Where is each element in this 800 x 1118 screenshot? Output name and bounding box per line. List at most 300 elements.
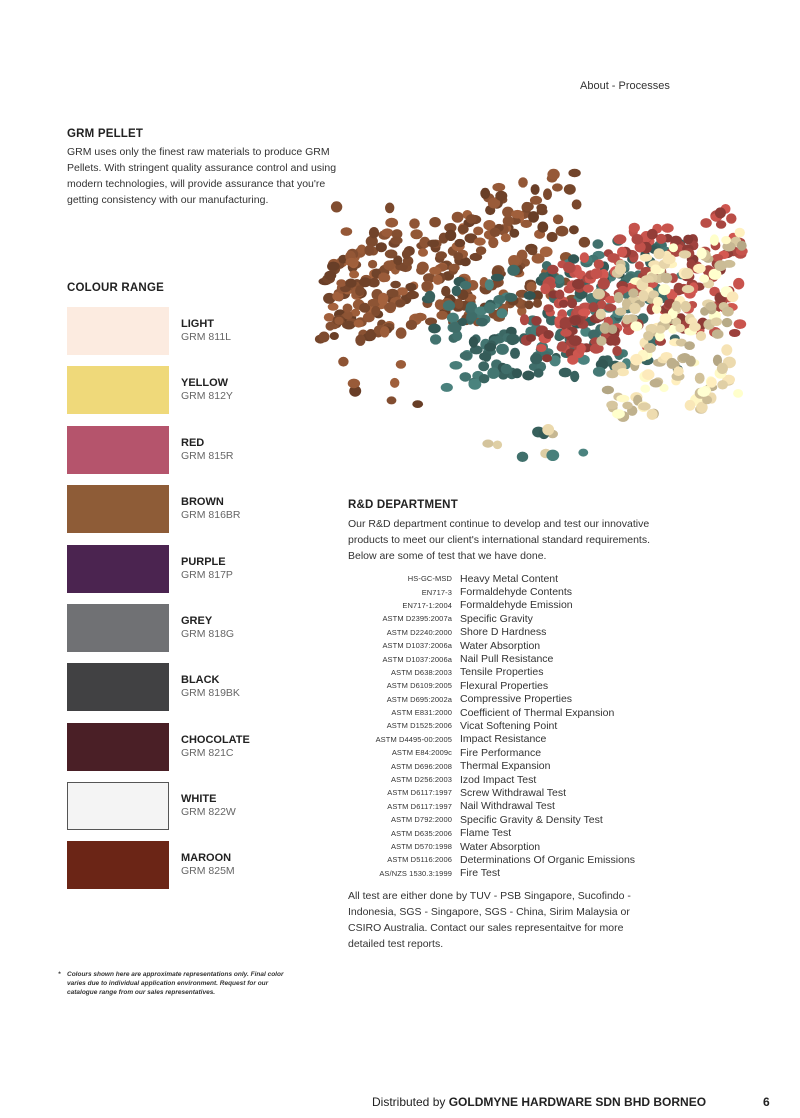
test-list — [340, 572, 740, 880]
pellet — [418, 248, 428, 257]
colour-swatch-item — [67, 366, 327, 414]
pellet — [460, 372, 472, 382]
pellet — [583, 284, 594, 293]
footer-prefix: Distributed by — [372, 1095, 449, 1109]
pellet — [396, 327, 407, 338]
pellet — [697, 387, 710, 397]
rnd-intro-line: Below are some of test that we have done. — [348, 550, 547, 562]
test-row — [340, 706, 740, 719]
test-name: Specific Gravity & Density Test — [460, 813, 603, 826]
pellet — [658, 284, 670, 295]
test-name: Impact Resistance — [460, 733, 547, 746]
test-standard: ASTM E84:2009c — [391, 748, 452, 758]
pellet — [578, 308, 590, 316]
test-standard: ASTM D1037:2006a — [382, 641, 452, 651]
test-standard: EN717-3 — [421, 587, 452, 597]
colour-swatch — [67, 426, 169, 474]
pellet — [490, 228, 501, 237]
pellet — [735, 228, 745, 238]
pellet — [349, 270, 359, 278]
pellet — [567, 355, 578, 365]
pellet — [473, 227, 483, 236]
rnd-outro-line: CSIRO Australia. Contact our sales representaitve for more — [348, 922, 624, 934]
test-name: Screw Withdrawal Test — [460, 786, 567, 799]
pellet — [591, 268, 603, 279]
pellet — [452, 286, 461, 297]
pellet — [685, 400, 696, 411]
pellet — [697, 248, 707, 260]
pellet — [602, 386, 614, 394]
colour-name: LIGHT — [181, 318, 214, 330]
pellet — [338, 357, 348, 367]
colour-swatch — [67, 604, 169, 652]
pellet — [331, 201, 342, 212]
colour-name: BLACK — [181, 674, 220, 686]
test-standard: ASTM D638:2003 — [390, 667, 452, 677]
breadcrumb: About - Processes — [580, 80, 670, 92]
pellet — [390, 237, 402, 245]
test-row — [340, 786, 740, 799]
pellet — [427, 240, 439, 248]
pellet — [616, 395, 629, 403]
pellet — [553, 215, 563, 225]
colour-code: GRM 817P — [181, 569, 233, 581]
pellet — [598, 278, 610, 290]
pellet — [485, 279, 494, 290]
pellet — [531, 184, 540, 195]
test-row — [340, 693, 740, 706]
pellet — [458, 225, 469, 234]
pellets-photo — [300, 120, 750, 480]
pellet — [733, 278, 744, 290]
pellet — [390, 281, 401, 289]
pellet — [380, 326, 390, 337]
test-name: Shore D Hardness — [460, 626, 547, 639]
footnote-star: * — [58, 971, 61, 978]
colour-swatch-item — [67, 426, 327, 474]
pellet — [542, 424, 554, 435]
pellet — [696, 331, 706, 341]
colour-swatch-item — [67, 723, 327, 771]
distributor-footer — [372, 1095, 706, 1109]
test-standard: ASTM D6117:1997 — [387, 801, 452, 811]
pellet — [615, 264, 626, 275]
pellet — [543, 304, 553, 312]
grm-pellet-line: modern technologies, will provide assurance that you're — [67, 178, 326, 190]
pellet — [663, 254, 676, 264]
colour-code: GRM 811L — [181, 331, 231, 343]
colour-swatch — [67, 307, 169, 355]
pellet — [612, 346, 622, 356]
pellet — [699, 274, 709, 282]
pellet — [533, 299, 542, 308]
test-name: Water Absorption — [460, 639, 541, 652]
pellet — [608, 335, 620, 345]
pellet — [452, 212, 464, 223]
colour-disclaimer — [58, 970, 317, 997]
test-name: Formaldehyde Emission — [460, 599, 573, 612]
pellet — [495, 191, 507, 201]
pellet — [430, 334, 441, 344]
pellet — [341, 227, 353, 236]
distributor-name: GOLDMYNE HARDWARE SDN BHD BORNEO — [448, 1095, 707, 1109]
test-row — [340, 626, 740, 639]
pellet — [672, 301, 681, 312]
pellet — [530, 353, 542, 364]
pellet — [734, 319, 747, 329]
pellet — [512, 368, 522, 378]
test-row — [340, 746, 740, 759]
test-row — [340, 733, 740, 746]
pellet — [606, 370, 618, 378]
pellet — [414, 313, 427, 322]
pellet — [493, 441, 502, 450]
pellet — [336, 279, 346, 287]
pellet — [501, 233, 511, 242]
pellet — [622, 315, 631, 325]
test-standard: ASTM D5116:2006 — [387, 855, 452, 865]
colour-swatch — [67, 545, 169, 593]
pellet — [531, 316, 541, 326]
test-row — [340, 853, 740, 866]
pellet — [630, 354, 642, 366]
test-standard: ASTM D1037:2006a — [382, 654, 452, 664]
pellet — [460, 281, 471, 290]
test-standard: ASTM D4495-00:2005 — [375, 734, 452, 744]
pellet — [496, 344, 509, 355]
pellet — [480, 188, 490, 199]
colour-swatch-item — [67, 663, 327, 711]
pellet — [596, 309, 606, 320]
pellet — [501, 364, 512, 374]
test-row — [340, 612, 740, 625]
colour-swatch-item — [67, 604, 327, 652]
test-name: Tensile Properties — [460, 666, 544, 679]
pellet — [569, 335, 582, 346]
pellet — [555, 290, 564, 300]
pellet — [650, 264, 661, 274]
pellet — [524, 300, 533, 309]
pellet — [522, 371, 534, 381]
pellet — [412, 400, 423, 408]
pellet — [578, 449, 588, 457]
colour-code: GRM 816BR — [181, 509, 241, 521]
pellet — [546, 450, 559, 461]
pellet — [662, 223, 674, 232]
footnote-line: Colours shown here are approximate representations only. Final color — [67, 971, 284, 978]
colour-code: GRM 825M — [181, 865, 235, 877]
pellet — [441, 383, 453, 392]
test-row — [340, 572, 740, 585]
pellet — [330, 332, 339, 340]
pellet — [726, 213, 736, 223]
pellet — [381, 228, 393, 237]
pellet — [453, 252, 463, 260]
pellet — [364, 245, 374, 256]
pellet — [572, 199, 582, 209]
pellet — [407, 291, 419, 299]
test-name: Flame Test — [460, 827, 512, 840]
colour-swatch — [67, 663, 169, 711]
pellet — [509, 229, 519, 238]
pellet — [556, 226, 569, 237]
colour-name: PURPLE — [181, 556, 226, 568]
pellet — [492, 183, 505, 192]
pellet — [395, 299, 406, 307]
test-row — [340, 867, 740, 880]
pellet — [449, 264, 460, 272]
pellet — [491, 274, 504, 282]
pellet — [543, 330, 553, 339]
pellet — [454, 239, 465, 247]
pellet — [524, 291, 536, 300]
pellet — [717, 363, 728, 374]
grm-pellet-title: GRM PELLET — [67, 128, 144, 140]
pellet — [693, 264, 706, 273]
pellet — [660, 313, 672, 323]
pellet — [386, 302, 397, 311]
pellet — [638, 290, 648, 302]
pellet — [454, 298, 463, 309]
pellet — [543, 188, 552, 200]
colour-swatch — [67, 841, 169, 889]
pellet — [593, 367, 606, 377]
colour-name: WHITE — [181, 793, 217, 805]
pellet — [396, 360, 406, 369]
test-name: Formaldehyde Contents — [460, 586, 573, 599]
pellet — [410, 229, 422, 239]
pellet — [518, 177, 528, 187]
pellet — [494, 335, 503, 344]
test-row — [340, 679, 740, 692]
pellet — [557, 341, 567, 351]
page-number: 6 — [763, 1095, 770, 1109]
pellet — [555, 274, 564, 284]
pellet — [593, 239, 604, 249]
pellet — [593, 289, 605, 300]
grm-pellet-line: getting consistency with our manufacturing. — [67, 194, 269, 206]
test-standard: ASTM D792:2000 — [390, 815, 452, 825]
pellet — [526, 334, 536, 342]
pellet — [450, 361, 463, 370]
test-standard: ASTM D1525:2006 — [386, 721, 452, 731]
pellet — [552, 183, 563, 191]
pellet — [569, 225, 579, 234]
pellet — [622, 402, 632, 410]
pellet — [722, 307, 734, 317]
test-standard: ASTM D6117:1997 — [387, 788, 452, 798]
pellet — [479, 352, 490, 361]
pellet — [334, 317, 343, 325]
pellet — [613, 234, 626, 244]
colour-swatch-item — [67, 307, 327, 355]
pellet — [638, 402, 651, 410]
pellet — [371, 306, 380, 316]
pellet — [409, 218, 420, 228]
pellet — [640, 385, 650, 393]
pellet — [383, 260, 395, 270]
pellet — [429, 267, 441, 275]
test-name: Fire Performance — [460, 746, 542, 759]
pellet — [547, 169, 559, 180]
test-name: Heavy Metal Content — [460, 572, 559, 585]
pellet — [469, 336, 478, 347]
pellet — [629, 223, 640, 233]
pellet — [436, 251, 447, 259]
colour-code: GRM 815R — [181, 450, 234, 462]
pellet — [717, 380, 728, 389]
pellet — [447, 313, 459, 324]
pellet — [700, 218, 711, 228]
pellet — [570, 315, 582, 325]
pellet — [617, 368, 629, 376]
pellet — [737, 241, 747, 251]
pellet — [596, 336, 606, 346]
pellet — [390, 378, 399, 388]
test-name: Flexural Properties — [460, 679, 549, 692]
pellet — [711, 317, 722, 326]
colour-swatch — [67, 723, 169, 771]
rnd-outro-line: detailed test reports. — [348, 938, 444, 950]
pellet — [612, 409, 625, 419]
pellet — [445, 230, 456, 241]
pellet — [534, 368, 544, 377]
pellet — [406, 320, 417, 330]
pellet — [378, 273, 389, 283]
pellet — [647, 229, 658, 240]
pellet — [559, 300, 568, 308]
pellet — [354, 319, 364, 327]
pellet — [327, 262, 340, 271]
pellet — [355, 285, 365, 296]
pellet — [421, 281, 431, 290]
pellet — [458, 318, 467, 326]
pellet — [686, 356, 696, 367]
pellet — [667, 358, 678, 369]
colour-swatch — [67, 366, 169, 414]
pellet — [679, 250, 691, 258]
pellet — [632, 234, 644, 245]
pellet — [715, 207, 726, 218]
colour-code: GRM 821C — [181, 747, 234, 759]
rnd-outro — [348, 888, 688, 952]
colour-code: GRM 812Y — [181, 390, 233, 402]
pellet — [428, 324, 441, 334]
test-row — [340, 840, 740, 853]
pellet — [355, 335, 365, 346]
rnd-outro-line: All test are either done by TUV - PSB Singapore, Sucofindo - — [348, 890, 631, 902]
pellet — [478, 361, 489, 371]
pellet — [488, 237, 498, 248]
pellet — [608, 324, 617, 334]
pellet — [476, 246, 486, 255]
pellet — [417, 262, 429, 273]
pellet — [542, 354, 552, 362]
colour-swatch-item — [67, 841, 327, 889]
pellet — [705, 302, 716, 311]
pellet — [681, 268, 693, 279]
pellet — [727, 291, 739, 302]
pellet — [517, 452, 528, 462]
pellet — [536, 204, 547, 212]
pellet — [721, 344, 732, 355]
pellet — [733, 389, 743, 398]
test-row — [340, 666, 740, 679]
pellet — [560, 329, 571, 337]
colour-name: BROWN — [181, 496, 224, 508]
colour-name: MAROON — [181, 852, 232, 864]
grm-pellet-line: Pellets. With stringent quality assurance control and using — [67, 162, 337, 174]
test-row — [340, 826, 740, 839]
pellet — [482, 440, 493, 448]
pellet — [477, 318, 488, 327]
footnote-line: varies due to individual application environment. Request for our — [67, 980, 269, 987]
pellet — [714, 260, 727, 271]
test-row — [340, 652, 740, 665]
test-row — [340, 813, 740, 826]
pellet — [669, 243, 678, 252]
pellet — [397, 287, 408, 295]
pellet — [441, 286, 450, 297]
test-standard: EN717-1:2004 — [402, 600, 452, 610]
rnd-intro-line: products to meet our client's international standard requirements. — [348, 534, 650, 546]
colour-range-title: COLOUR RANGE — [67, 282, 164, 294]
pellet — [443, 300, 455, 311]
test-standard: ASTM D695:2002a — [386, 694, 452, 704]
pellet — [684, 341, 695, 350]
pellet — [716, 220, 726, 229]
pellet — [474, 238, 485, 246]
pellet — [536, 344, 546, 352]
pellet — [385, 249, 398, 258]
test-row — [340, 599, 740, 612]
colour-swatch-item — [67, 782, 327, 830]
pellet — [563, 262, 574, 273]
pellet — [466, 214, 477, 224]
test-name: Compressive Properties — [460, 693, 573, 706]
pellet — [522, 202, 534, 211]
grm-pellet-line: GRM uses only the finest raw materials to produce GRM — [67, 146, 330, 158]
test-row — [340, 639, 740, 652]
pellet — [642, 369, 654, 380]
test-name: Nail Pull Resistance — [460, 653, 554, 666]
pellet — [628, 288, 638, 297]
pellet — [712, 329, 723, 339]
pellet — [526, 282, 536, 292]
pellet — [594, 259, 604, 269]
pellet — [640, 254, 652, 262]
test-standard: ASTM D696:2008 — [390, 761, 452, 771]
pellet — [343, 304, 353, 313]
pellet — [568, 169, 580, 177]
pellet — [369, 227, 379, 238]
pellet — [484, 343, 496, 352]
pellet — [580, 252, 589, 263]
pellet — [681, 301, 691, 312]
pellet — [682, 285, 694, 293]
pellet — [510, 348, 520, 359]
colour-code: GRM 819BK — [181, 687, 240, 699]
test-name: Thermal Expansion — [460, 760, 551, 773]
colour-name: GREY — [181, 615, 213, 627]
pellet — [540, 247, 553, 258]
test-standard: HS-GC-MSD — [407, 574, 452, 584]
test-standard: ASTM D256:2003 — [390, 775, 452, 785]
pellet — [324, 271, 336, 281]
pellet — [537, 222, 548, 233]
pellet — [376, 242, 387, 252]
pellet — [643, 331, 653, 341]
